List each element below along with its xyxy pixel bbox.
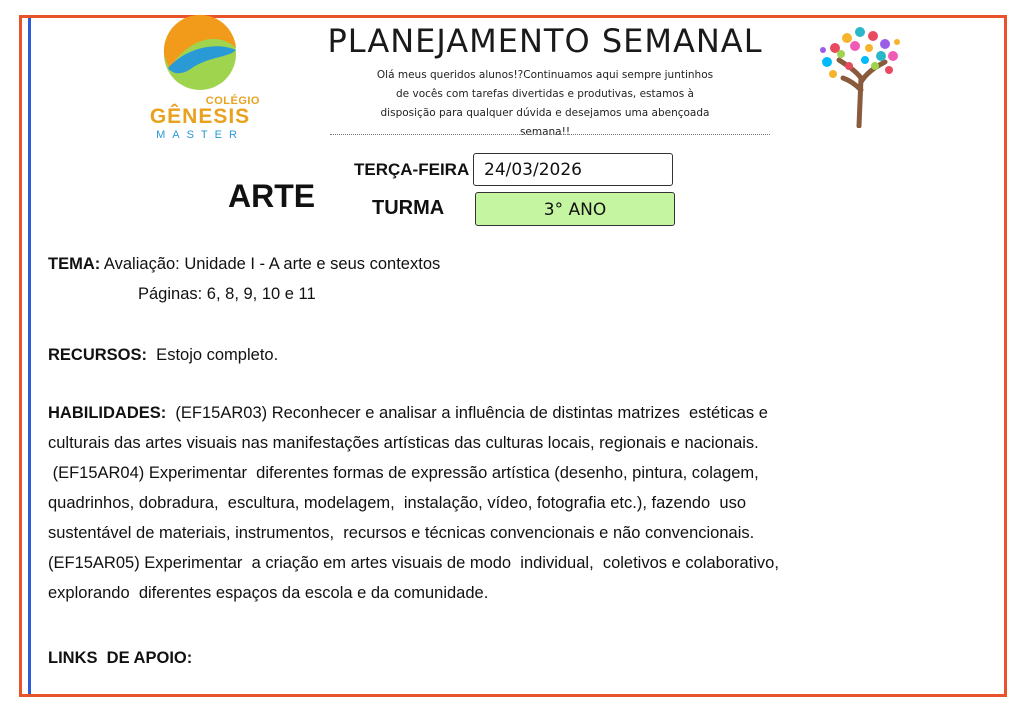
logo-colegio-text: COLÉGIO (205, 95, 260, 107)
logo-genesis-text: GÊNESIS (149, 105, 251, 128)
greeting-line: de vocês com tarefas divertidas e produtivas, estamos à (396, 88, 694, 100)
recursos-text: Estojo completo. (147, 346, 279, 364)
class-label: TURMA (372, 197, 445, 219)
greeting-line: semana!! (519, 126, 571, 138)
habilidades-section (48, 398, 928, 608)
logo-master-text: MASTER (156, 129, 244, 141)
colorful-tree-icon (815, 18, 905, 128)
subject-heading: ARTE (228, 178, 316, 214)
margin-rule (28, 18, 31, 694)
recursos-section (48, 340, 278, 370)
habilidades-line: (EF15AR05) Experimentar a criação em artes visuais de modo individual, coletivos e colaborativo, (48, 554, 779, 572)
tema-text: Avaliação: Unidade I - A arte e seus contextos (100, 255, 441, 273)
links-label: LINKS DE APOIO: (48, 649, 193, 667)
weekday-label: TERÇA-FEIRA (354, 160, 470, 179)
links-section (48, 643, 192, 673)
date-field[interactable]: 24/03/2026 (473, 153, 673, 186)
tema-label: TEMA: (48, 255, 101, 273)
recursos-label: RECURSOS: (48, 346, 148, 364)
greeting-message (345, 66, 745, 142)
habilidades-line: sustentável de materiais, instrumentos, recursos e técnicas convencionais e não convencionais. (48, 524, 755, 542)
tema-section (48, 249, 440, 309)
greeting-line: disposição para qualquer dúvida e desejamos uma abençoada (380, 107, 710, 119)
habilidades-line: quadrinhos, dobradura, escultura, modelagem, instalação, vídeo, fotografia etc.), fazendo uso (48, 494, 747, 512)
tema-pages: Páginas: 6, 8, 9, 10 e 11 (138, 285, 316, 303)
tema-line (48, 249, 440, 279)
habilidades-line (48, 398, 928, 428)
habilidades-text: (EF15AR03) Reconhecer e analisar a influência de distintas matrizes estéticas e (166, 404, 768, 422)
school-logo (140, 12, 260, 141)
greeting-line: Olá meus queridos alunos!?Continuamos aqui sempre juntinhos (376, 69, 714, 81)
class-field[interactable]: 3° ANO (475, 192, 675, 226)
header-divider (330, 134, 770, 135)
habilidades-label: HABILIDADES: (48, 404, 167, 422)
habilidades-line: (EF15AR04) Experimentar diferentes formas de expressão artística (desenho, pintura, colagem, (48, 464, 759, 482)
page-title: PLANEJAMENTO SEMANAL (327, 22, 763, 60)
logo-circle-icon (140, 12, 260, 102)
habilidades-line: explorando diferentes espaços da escola e da comunidade. (48, 584, 489, 602)
habilidades-line: culturais das artes visuais nas manifestações artísticas das culturas locais, regionais e nacionais. (48, 434, 759, 452)
